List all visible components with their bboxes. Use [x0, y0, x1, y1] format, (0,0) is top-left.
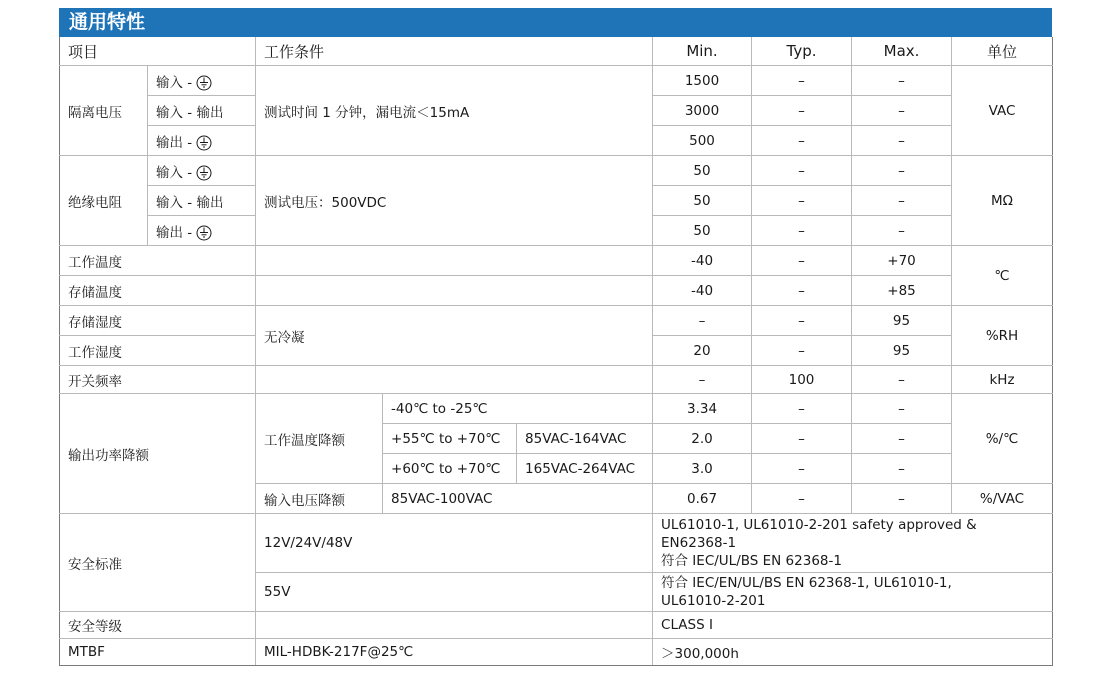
insulation-sub-3-text: 输出 - — [156, 224, 193, 241]
storage-humidity-label: 存储湿度 — [60, 306, 256, 336]
insulation-sub-3 — [148, 216, 256, 246]
isolation-sub-1 — [148, 66, 256, 96]
switching-freq-max: – — [852, 366, 952, 394]
derating-temp-unit: %/℃ — [952, 394, 1053, 484]
derating-voltage-range: 85VAC-100VAC — [383, 484, 653, 514]
mtbf-condition: MIL-HDBK-217F@25℃ — [256, 639, 653, 666]
safety-class-label: 安全等级 — [60, 612, 256, 639]
table-row — [60, 66, 1053, 96]
switching-freq-unit: kHz — [952, 366, 1053, 394]
insulation-typ-3: – — [752, 216, 852, 246]
header-min: Min. — [653, 37, 752, 66]
derating-voltage-min: 0.67 — [653, 484, 752, 514]
insulation-max-2: – — [852, 186, 952, 216]
isolation-typ-1: – — [752, 66, 852, 96]
derating-min-3: 3.0 — [653, 454, 752, 484]
derating-min-2: 2.0 — [653, 424, 752, 454]
op-temp-max: +70 — [852, 246, 952, 276]
derating-temp-range-2: +55℃ to +70℃ — [383, 424, 517, 454]
insulation-min-1: 50 — [653, 156, 752, 186]
derating-temp-range-3: +60℃ to +70℃ — [383, 454, 517, 484]
general-characteristics-sheet — [59, 8, 1052, 666]
mtbf-value: ＞300,000h — [653, 639, 1053, 666]
derating-voltage-unit: %/VAC — [952, 484, 1053, 514]
isolation-typ-3: – — [752, 126, 852, 156]
isolation-max-2: – — [852, 96, 952, 126]
safety-standard-2-line2: UL61010-2-201 — [661, 593, 766, 609]
isolation-sub-2: 输入 - 输出 — [148, 96, 256, 126]
storage-temp-min: -40 — [653, 276, 752, 306]
table-row — [60, 156, 1053, 186]
isolation-max-3: – — [852, 126, 952, 156]
op-humidity-max: 95 — [852, 336, 952, 366]
isolation-condition: 测试时间 1 分钟，漏电流＜15mA — [256, 66, 653, 156]
section-title: 通用特性 — [59, 8, 1052, 37]
isolation-max-1: – — [852, 66, 952, 96]
header-typ: Typ. — [752, 37, 852, 66]
table-row — [60, 246, 1053, 276]
derating-voltage-label: 输入电压降额 — [256, 484, 383, 514]
storage-humidity-typ: – — [752, 306, 852, 336]
derating-voltage-3: 165VAC-264VAC — [517, 454, 653, 484]
op-temp-condition — [256, 246, 653, 276]
isolation-min-2: 3000 — [653, 96, 752, 126]
switching-freq-condition — [256, 366, 653, 394]
derating-voltage-2: 85VAC-164VAC — [517, 424, 653, 454]
storage-temp-label: 存储温度 — [60, 276, 256, 306]
switching-freq-label: 开关频率 — [60, 366, 256, 394]
insulation-typ-2: – — [752, 186, 852, 216]
safety-class-value: CLASS I — [653, 612, 1053, 639]
safety-standard-1 — [653, 514, 1053, 573]
safety-condition-1: 12V/24V/48V — [256, 514, 653, 573]
derating-voltage-max: – — [852, 484, 952, 514]
header-item: 项目 — [60, 37, 256, 66]
spec-table — [59, 37, 1053, 666]
insulation-max-1: – — [852, 156, 952, 186]
humidity-condition: 无冷凝 — [256, 306, 653, 366]
insulation-sub-2: 输入 - 输出 — [148, 186, 256, 216]
derating-min-1: 3.34 — [653, 394, 752, 424]
header-unit: 单位 — [952, 37, 1053, 66]
insulation-condition: 测试电压：500VDC — [256, 156, 653, 246]
ground-symbol-icon — [196, 75, 212, 91]
derating-typ-1: – — [752, 394, 852, 424]
op-humidity-label: 工作湿度 — [60, 336, 256, 366]
isolation-typ-2: – — [752, 96, 852, 126]
storage-humidity-min: – — [653, 306, 752, 336]
table-row — [60, 394, 1053, 424]
safety-standard-1-line2: EN62368-1 — [661, 535, 737, 551]
insulation-label: 绝缘电阻 — [60, 156, 148, 246]
derating-max-3: – — [852, 454, 952, 484]
op-temp-typ: – — [752, 246, 852, 276]
table-row — [60, 276, 1053, 306]
mtbf-label: MTBF — [60, 639, 256, 666]
isolation-unit: VAC — [952, 66, 1053, 156]
humidity-unit: %RH — [952, 306, 1053, 366]
safety-label: 安全标准 — [60, 514, 256, 612]
header-condition: 工作条件 — [256, 37, 653, 66]
isolation-sub-1-text: 输入 - — [156, 74, 193, 91]
insulation-min-3: 50 — [653, 216, 752, 246]
isolation-min-3: 500 — [653, 126, 752, 156]
derating-temp-label: 工作温度降额 — [256, 394, 383, 484]
insulation-min-2: 50 — [653, 186, 752, 216]
safety-standard-2-line1: 符合 IEC/EN/UL/BS EN 62368-1, UL61010-1, — [661, 575, 952, 591]
insulation-max-3: – — [852, 216, 952, 246]
derating-typ-3: – — [752, 454, 852, 484]
table-row — [60, 306, 1053, 336]
op-humidity-min: 20 — [653, 336, 752, 366]
insulation-typ-1: – — [752, 156, 852, 186]
derating-label: 输出功率降额 — [60, 394, 256, 514]
isolation-min-1: 1500 — [653, 66, 752, 96]
ground-symbol-icon — [196, 225, 212, 241]
switching-freq-min: – — [653, 366, 752, 394]
insulation-sub-1 — [148, 156, 256, 186]
derating-max-1: – — [852, 394, 952, 424]
safety-standard-2 — [653, 573, 1053, 612]
isolation-sub-3 — [148, 126, 256, 156]
insulation-sub-1-text: 输入 - — [156, 164, 193, 181]
insulation-unit: MΩ — [952, 156, 1053, 246]
safety-standard-1-line1: UL61010-1, UL61010-2-201 safety approved & — [661, 517, 977, 533]
derating-voltage-typ: – — [752, 484, 852, 514]
ground-symbol-icon — [196, 135, 212, 151]
storage-temp-condition — [256, 276, 653, 306]
header-max: Max. — [852, 37, 952, 66]
isolation-sub-3-text: 输出 - — [156, 134, 193, 151]
table-row — [60, 366, 1053, 394]
storage-temp-typ: – — [752, 276, 852, 306]
op-humidity-typ: – — [752, 336, 852, 366]
table-header-row — [60, 37, 1053, 66]
op-temp-min: -40 — [653, 246, 752, 276]
table-row — [60, 612, 1053, 639]
switching-freq-typ: 100 — [752, 366, 852, 394]
ground-symbol-icon — [196, 165, 212, 181]
safety-class-condition — [256, 612, 653, 639]
temp-unit: ℃ — [952, 246, 1053, 306]
op-temp-label: 工作温度 — [60, 246, 256, 276]
safety-condition-2: 55V — [256, 573, 653, 612]
storage-temp-max: +85 — [852, 276, 952, 306]
isolation-label: 隔离电压 — [60, 66, 148, 156]
derating-typ-2: – — [752, 424, 852, 454]
safety-standard-1-line3: 符合 IEC/UL/BS EN 62368-1 — [661, 553, 842, 569]
table-row — [60, 514, 1053, 573]
derating-temp-range-1: -40℃ to -25℃ — [383, 394, 653, 424]
table-row — [60, 639, 1053, 666]
derating-max-2: – — [852, 424, 952, 454]
storage-humidity-max: 95 — [852, 306, 952, 336]
